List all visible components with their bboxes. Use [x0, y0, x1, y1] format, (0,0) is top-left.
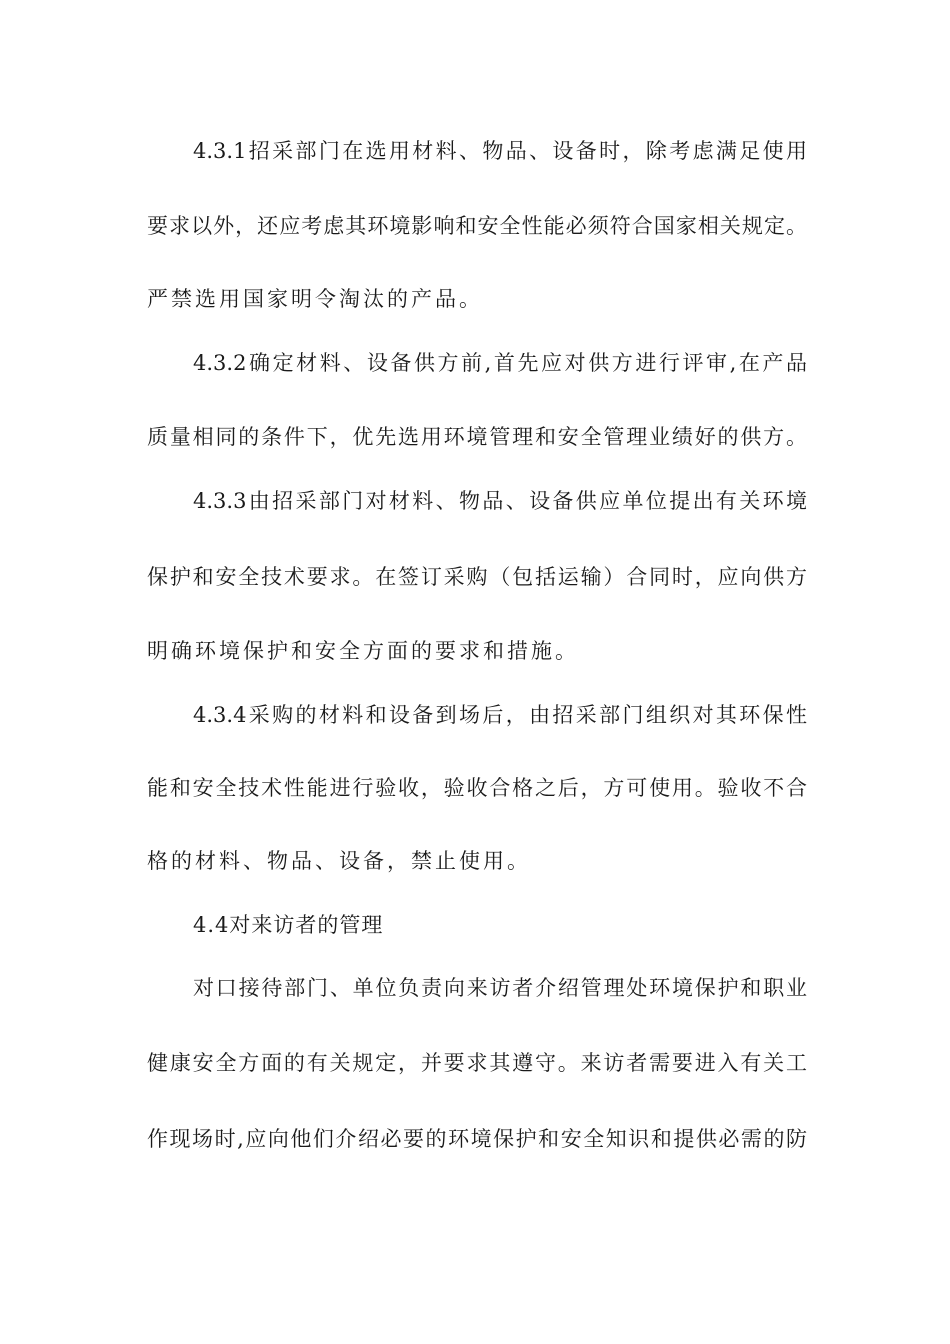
- paragraph-4-3-4-line-3: 格的材料、物品、设备，禁止使用。: [147, 849, 531, 873]
- paragraph-4-3-2-line-2: 质量相同的条件下，优先选用环境管理和安全管理业绩好的供方。: [147, 425, 807, 449]
- paragraph-visitors-line-1: 对口接待部门、单位负责向来访者介绍管理处环境保护和职业: [193, 976, 807, 1000]
- paragraph-4-3-1-line-1: 4.3.1招采部门在选用材料、物品、设备时，除考虑满足使用: [193, 139, 807, 163]
- paragraph-4-3-3-line-1: 4.3.3由招采部门对材料、物品、设备供应单位提出有关环境: [193, 489, 807, 513]
- paragraph-4-3-3-line-2: 保护和安全技术要求。在签订采购（包括运输）合同时，应向供方: [147, 565, 807, 589]
- paragraph-4-3-2-line-1: 4.3.2确定材料、设备供方前,首先应对供方进行评审,在产品: [193, 351, 807, 375]
- paragraph-visitors-line-3: 作现场时,应向他们介绍必要的环境保护和安全知识和提供必需的防: [147, 1127, 807, 1151]
- paragraph-4-3-4-line-2: 能和安全技术性能进行验收，验收合格之后，方可使用。验收不合: [147, 776, 807, 800]
- paragraph-4-3-3-line-3: 明确环境保护和安全方面的要求和措施。: [147, 639, 579, 663]
- paragraph-4-3-1-line-2: 要求以外，还应考虑其环境影响和安全性能必须符合国家相关规定。: [147, 214, 807, 238]
- paragraph-4-3-4-line-1: 4.3.4采购的材料和设备到场后，由招采部门组织对其环保性: [193, 703, 807, 727]
- section-heading-4-4: 4.4对来访者的管理: [193, 913, 384, 937]
- paragraph-4-3-1-line-3: 严禁选用国家明令淘汰的产品。: [147, 287, 483, 311]
- paragraph-visitors-line-2: 健康安全方面的有关规定，并要求其遵守。来访者需要进入有关工: [147, 1051, 807, 1075]
